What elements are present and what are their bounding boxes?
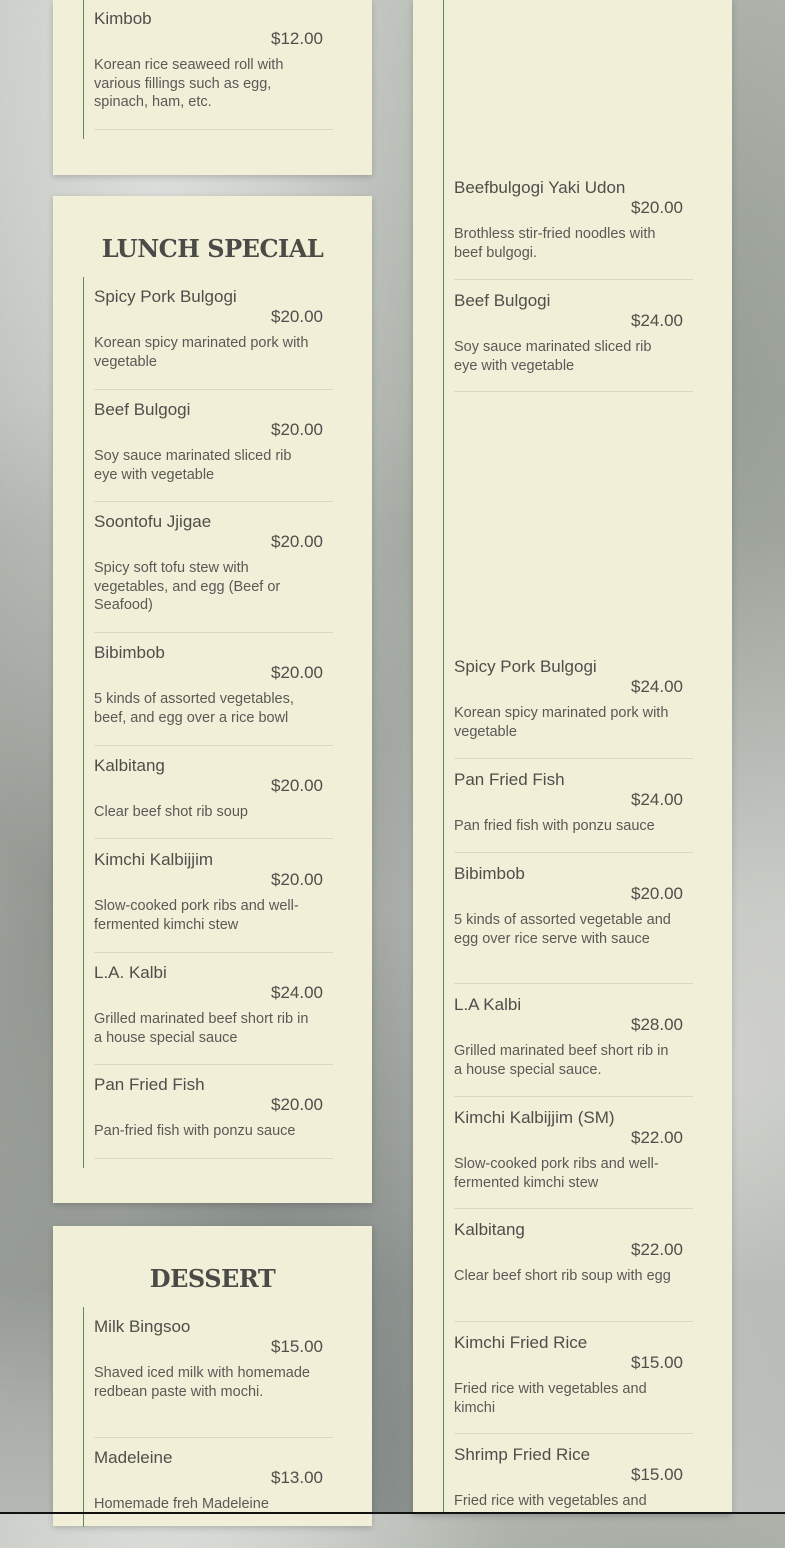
menu-item-name: Beef Bulgogi	[454, 291, 551, 310]
menu-item-price: $22.00	[631, 1128, 683, 1147]
menu-item-la-kalbi	[94, 963, 333, 1065]
menu-item-description: 5 kinds of assorted vegetable and egg over rice serve with sauce	[454, 912, 671, 947]
menu-item-price: $13.00	[271, 1468, 323, 1487]
menu-item-name: Kimbob	[94, 9, 152, 28]
menu-item-kalbitang	[454, 1220, 693, 1322]
menu-item-description: Homemade freh Madeleine	[94, 1496, 269, 1512]
menu-item-description: Grilled marinated beef short rib in a house special sauce.	[454, 1043, 669, 1078]
menu-item-spicy-pork-bulgogi	[94, 287, 333, 390]
menu-item-beefbulgogi-yaki-udon	[454, 178, 693, 280]
menu-item-price: $22.00	[631, 1240, 683, 1259]
menu-item-name: Spicy Pork Bulgogi	[454, 657, 597, 676]
menu-item-name: Madeleine	[94, 1448, 173, 1467]
menu-item-price: $20.00	[271, 663, 323, 682]
menu-item-name: L.A Kalbi	[454, 995, 522, 1014]
menu-item-name: Kimchi Kalbijjim	[94, 850, 214, 869]
menu-item-spicy-pork-bulgogi	[454, 657, 693, 759]
menu-item-name: Soontofu Jjigae	[94, 512, 212, 531]
menu-item-description: Clear beef shot rib soup	[94, 804, 248, 820]
menu-item-beef-bulgogi	[94, 400, 333, 502]
menu-item-price: $24.00	[631, 677, 683, 696]
menu-item-price: $15.00	[271, 1337, 323, 1356]
menu-item-description: Fried rice with vegetables and	[454, 1493, 647, 1509]
menu-item-description: Grilled marinated beef short rib in a house special sauce	[94, 1011, 309, 1046]
menu-item-pan-fried-fish	[454, 770, 693, 853]
menu-item-kimchi-fried-rice	[454, 1333, 693, 1434]
menu-item-price: $20.00	[631, 884, 683, 903]
menu-item-price: $20.00	[271, 420, 323, 439]
menu-item-description: Slow-cooked pork ribs and well-fermented kimchi stew	[94, 898, 299, 933]
menu-item-name: Pan Fried Fish	[94, 1075, 205, 1094]
lunch-special-list	[83, 277, 323, 1168]
lunch-special-card	[53, 196, 372, 1203]
menu-item-name: Milk Bingsoo	[94, 1317, 191, 1336]
menu-item-soontofu-jjigae	[94, 512, 333, 633]
menu-item-price: $20.00	[271, 870, 323, 889]
menu-item-price: $28.00	[631, 1015, 683, 1034]
menu-item-name: Shrimp Fried Rice	[454, 1445, 591, 1464]
menu-item-description: Pan-fried fish with ponzu sauce	[94, 1123, 296, 1139]
menu-item-name: Beefbulgogi Yaki Udon	[454, 178, 626, 197]
menu-item-madeleine	[94, 1448, 333, 1548]
right-menu-card	[413, 0, 732, 1514]
menu-item-milk-bingsoo	[94, 1317, 333, 1438]
menu-item-price: $20.00	[271, 776, 323, 795]
right-menu-list	[443, 0, 683, 1514]
menu-item-description: Korean rice seaweed roll with various fillings such as egg, spinach, ham, etc.	[94, 57, 284, 110]
menu-item-name: Bibimbob	[454, 864, 525, 883]
left-top-menu-list	[83, 0, 323, 139]
menu-item-price: $15.00	[631, 1353, 683, 1372]
menu-item-description: Fried rice with vegetables and kimchi	[454, 1381, 647, 1416]
menu-item-description: 5 kinds of assorted vegetables, beef, and egg over a rice bowl	[94, 691, 294, 726]
menu-item-price: $20.00	[271, 1095, 323, 1114]
menu-item-price: $20.00	[271, 532, 323, 551]
menu-item-kimchi-kalbijjim	[94, 850, 333, 953]
menu-item-description: Clear beef short rib soup with egg	[454, 1268, 671, 1284]
menu-item-la-kalbi	[454, 995, 693, 1097]
menu-item-description: Korean spicy marinated pork with vegetable	[94, 335, 309, 370]
menu-item-kalbitang	[94, 756, 333, 839]
menu-item-beef-bulgogi	[454, 291, 693, 392]
menu-item-description: Pan fried fish with ponzu sauce	[454, 818, 655, 834]
menu-item-shrimp-fried-rice	[454, 1445, 693, 1514]
menu-item-name: L.A. Kalbi	[94, 963, 167, 982]
menu-item-price: $24.00	[631, 311, 683, 330]
left-top-menu-card	[53, 0, 372, 175]
menu-item-name: Bibimbob	[94, 643, 165, 662]
menu-item-name: Beef Bulgogi	[94, 400, 191, 419]
dessert-title: DESSERT	[149, 1264, 276, 1293]
menu-item-name: Pan Fried Fish	[454, 770, 565, 789]
menu-item-description: Slow-cooked pork ribs and well-fermented kimchi stew	[454, 1156, 659, 1191]
menu-item-bibimbob	[454, 864, 693, 984]
menu-item-description: Korean spicy marinated pork with vegetable	[454, 705, 669, 740]
menu-item-kimchi-kalbijjim-sm	[454, 1108, 693, 1209]
menu-item-pan-fried-fish	[94, 1075, 333, 1159]
menu-item-name: Spicy Pork Bulgogi	[94, 287, 237, 306]
lunch-special-title: LUNCH SPECIAL	[101, 234, 324, 263]
menu-item-price: $20.00	[271, 307, 323, 326]
menu-item-kimbob	[94, 9, 333, 130]
dessert-list	[83, 1307, 323, 1527]
menu-item-price: $12.00	[271, 29, 323, 48]
menu-item-description: Soy sauce marinated sliced rib eye with vegetable	[94, 448, 292, 483]
menu-item-price: $20.00	[631, 198, 683, 217]
menu-item-price: $15.00	[631, 1465, 683, 1484]
menu-item-price: $24.00	[631, 790, 683, 809]
menu-item-description: Brothless stir-fried noodles with beef bulgogi.	[454, 226, 656, 261]
menu-item-bibimbob	[94, 643, 333, 746]
menu-item-name: Kalbitang	[454, 1220, 525, 1239]
menu-item-description: Spicy soft tofu stew with vegetables, and egg (Beef or Seafood)	[94, 560, 281, 613]
menu-item-price: $24.00	[271, 983, 323, 1002]
menu-item-description: Shaved iced milk with homemade redbean paste with mochi.	[94, 1365, 310, 1400]
menu-item-name: Kimchi Kalbijjim (SM)	[454, 1108, 615, 1127]
menu-item-name: Kimchi Fried Rice	[454, 1333, 588, 1352]
menu-item-name: Kalbitang	[94, 756, 165, 775]
dessert-card	[53, 1226, 372, 1526]
menu-item-description: Soy sauce marinated sliced rib eye with vegetable	[454, 339, 652, 374]
